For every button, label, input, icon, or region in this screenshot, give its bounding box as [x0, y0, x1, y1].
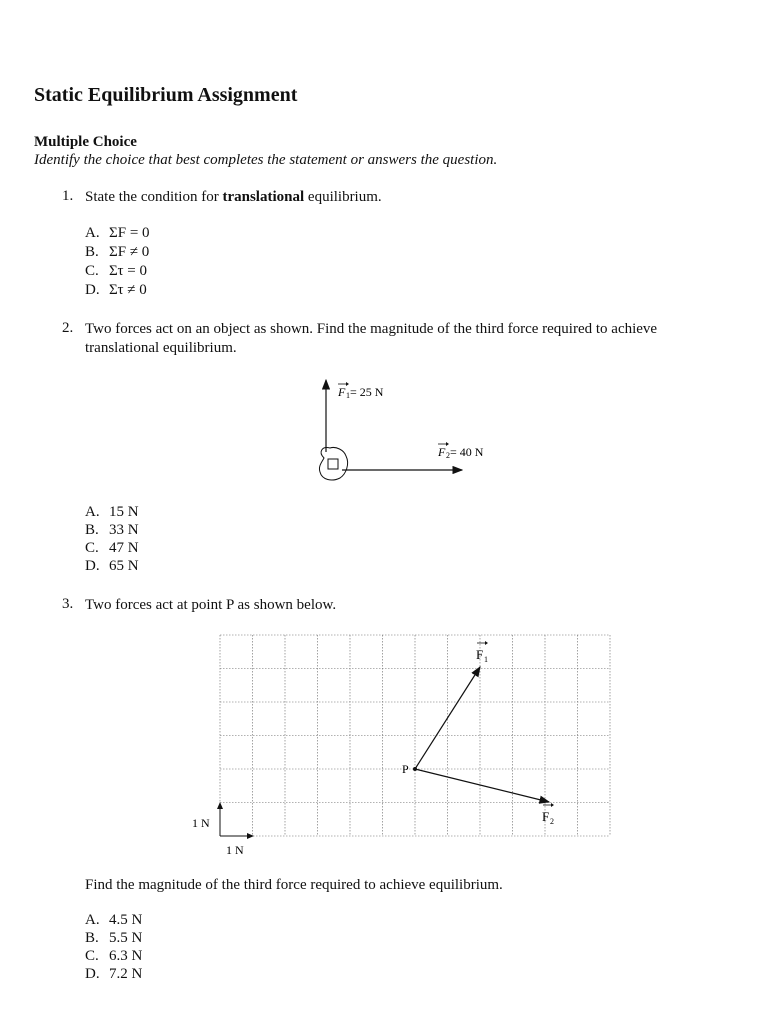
f2-symbol: F [438, 445, 446, 459]
answer-option[interactable] [85, 557, 139, 575]
answer-option[interactable] [85, 965, 142, 983]
f1-label [476, 641, 488, 664]
option-letter: C. [85, 263, 99, 279]
force-diagram-2 [300, 370, 530, 490]
option-letter: D. [85, 558, 100, 574]
option-text: 5.5 N [109, 930, 143, 946]
answer-option[interactable] [85, 503, 139, 521]
f2-value: = 40 N [450, 445, 484, 459]
force-grid-diagram-3 [185, 630, 625, 860]
f1-symbol: F [476, 647, 484, 662]
option-letter: D. [85, 966, 100, 982]
option-text: 6.3 N [109, 948, 143, 964]
point-p [413, 767, 417, 771]
answer-option[interactable] [85, 539, 139, 557]
f2-label [542, 803, 554, 826]
f2-symbol: F [542, 809, 550, 824]
option-text: Στ ≠ 0 [109, 282, 147, 298]
f2-arrow [415, 769, 549, 802]
object-shape [319, 447, 347, 480]
f1-label [337, 382, 384, 400]
option-text: ΣF ≠ 0 [109, 244, 150, 260]
f2-subscript: 2 [550, 817, 554, 826]
section-heading: Multiple Choice [34, 134, 137, 150]
option-letter: B. [85, 522, 99, 538]
option-text: 33 N [109, 522, 139, 538]
f2-label [437, 442, 484, 460]
f1-arrow [415, 667, 480, 769]
question-number: 1. [62, 188, 74, 204]
object-center-square [328, 459, 338, 469]
f1-subscript: 1 [346, 391, 350, 400]
question-number: 3. [62, 596, 74, 612]
f1-subscript: 1 [484, 655, 488, 664]
option-letter: C. [85, 540, 99, 556]
page-title: Static Equilibrium Assignment [34, 84, 298, 106]
answer-option[interactable] [85, 947, 142, 965]
f2-subscript: 2 [446, 451, 450, 460]
question-text-part: State the condition for [85, 189, 223, 205]
question-text: Two forces act on an object as shown. Find the magnitude of the third force required to achieve translational equilibrium. [85, 321, 658, 356]
option-text: 4.5 N [109, 912, 143, 928]
option-letter: C. [85, 948, 99, 964]
point-p-label: P [402, 762, 409, 776]
option-text: ΣF = 0 [109, 225, 150, 241]
question-followup: Find the magnitude of the third force required to achieve equilibrium. [85, 877, 503, 893]
answer-option[interactable] [85, 224, 150, 242]
answer-option[interactable] [85, 929, 142, 947]
option-text: 65 N [109, 558, 139, 574]
option-text: 15 N [109, 504, 139, 520]
answer-option[interactable] [85, 911, 142, 929]
option-letter: B. [85, 930, 99, 946]
question-number: 2. [62, 320, 74, 336]
scale-x-label: 1 N [226, 843, 244, 857]
option-text: Στ = 0 [109, 263, 147, 279]
question-text-part: equilibrium. [304, 189, 382, 205]
answer-option[interactable] [85, 243, 149, 261]
option-text: 47 N [109, 540, 139, 556]
option-letter: B. [85, 244, 99, 260]
question-text [85, 188, 685, 207]
answer-option[interactable] [85, 262, 147, 280]
f1-value: = 25 N [350, 385, 384, 399]
f1-symbol: F [338, 385, 346, 399]
option-letter: A. [85, 912, 100, 928]
question-text-emphasis: translational [222, 189, 305, 205]
question-text: Two forces act at point P as shown below. [85, 597, 337, 613]
section-instructions: Identify the choice that best completes the statement or answers the question. [34, 152, 498, 168]
option-letter: A. [85, 225, 100, 241]
option-letter: A. [85, 504, 100, 520]
option-text: 7.2 N [109, 966, 143, 982]
answer-option[interactable] [85, 521, 139, 539]
option-letter: D. [85, 282, 100, 298]
scale-y-label: 1 N [192, 816, 210, 830]
answer-option[interactable] [85, 281, 147, 299]
